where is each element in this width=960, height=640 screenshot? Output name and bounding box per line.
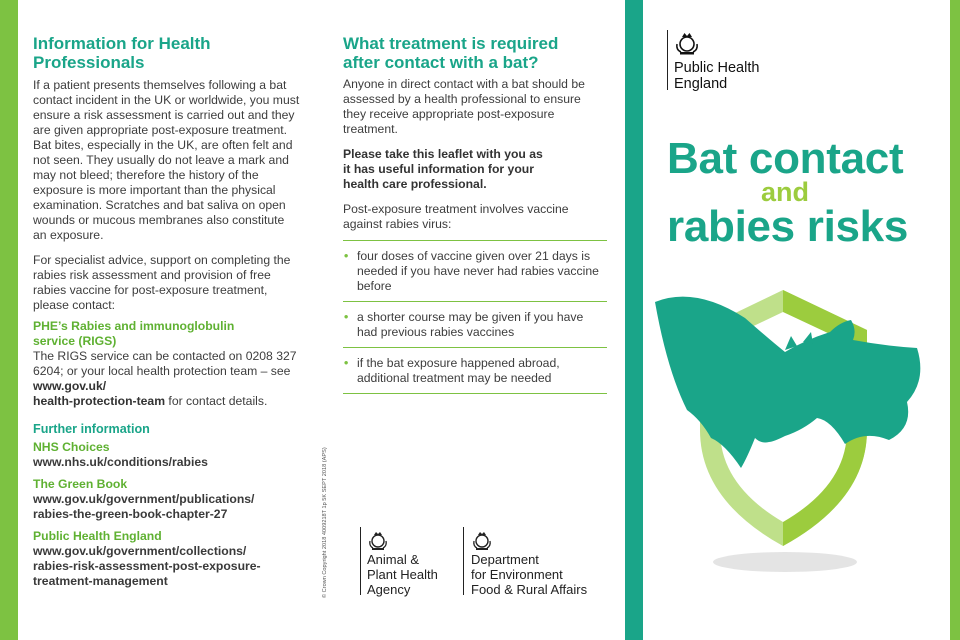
rigs-paragraph: The RIGS service can be contacted on 0208 327 6204; or your local health protection team – see www.gov.uk/ health-protection-team for contact details. <box>33 349 297 408</box>
shadow <box>713 552 857 572</box>
apha-logo-text: Animal & Plant Health Agency <box>367 552 438 597</box>
phe-logo-text: Public Health England <box>674 60 760 92</box>
cover-title-and: and <box>761 177 810 207</box>
resource-link[interactable]: www.nhs.uk/conditions/rabies <box>33 455 208 469</box>
treatment-panel <box>343 34 609 394</box>
panel-heading: What treatment is required after contact with a bat? <box>343 34 559 72</box>
royal-crest-icon <box>471 529 493 551</box>
rigs-heading: PHE’s Rabies and immunoglobulin service (RIGS) <box>33 319 235 348</box>
logo-divider <box>463 527 464 595</box>
panel-heading: Information for Health Professionals <box>33 34 211 72</box>
bullet-icon: • <box>344 310 349 324</box>
resource-title: NHS Choices <box>33 440 110 454</box>
logo-divider <box>360 527 361 595</box>
list-item: • four doses of vaccine given over 21 days is needed if you have never had rabies vaccine before <box>343 241 607 302</box>
leaflet-note: Please take this leaflet with you as it has useful information for your health care professional. <box>343 147 543 191</box>
resource-phe <box>33 529 301 589</box>
assessment-paragraph: Anyone in direct contact with a bat should be assessed by a health professional to ensure they receive appropriate post-exposure treatment. <box>343 77 585 136</box>
bat-shield-illustration <box>645 280 935 590</box>
further-information-heading: Further information <box>33 422 150 436</box>
intro-paragraph: If a patient presents themselves following a bat contact incident in the UK or worldwide, you must ensure a risk assessment is carried out and they are given appropriate post-exposure treatment. Bat bites, especially in the UK, are often felt and not seen. They usually do not leave a mark and may not bleed; therefore the history of the exposure is more important than the physical examination. Scratches and bat saliva on open wounds or mucous membranes also constitute an exposure. <box>33 78 300 242</box>
rigs-link[interactable]: www.gov.uk/ health-protection-team <box>33 379 166 408</box>
treatment-list <box>343 240 607 394</box>
list-item: • a shorter course may be given if you have had previous rabies vaccines <box>343 302 607 348</box>
defra-logo-text: Department for Environment Food & Rural Affairs <box>471 552 588 597</box>
left-green-stripe <box>0 0 18 640</box>
advice-paragraph: For specialist advice, support on completing the rabies risk assessment and provision of free rabies vaccine for post-exposure treatment, please contact: <box>33 253 291 312</box>
fold-teal-stripe <box>625 0 643 640</box>
cover-title-line-1: Bat contact <box>667 134 904 183</box>
right-green-stripe <box>950 0 960 640</box>
list-item: • if the bat exposure happened abroad, additional treatment may be needed <box>343 348 607 394</box>
resource-green-book <box>33 477 301 522</box>
resource-nhs <box>33 440 301 470</box>
royal-crest-icon <box>367 529 389 551</box>
resource-title: The Green Book <box>33 477 128 491</box>
logo-divider <box>667 30 668 90</box>
bullet-icon: • <box>344 356 349 370</box>
resource-link[interactable]: www.gov.uk/government/collections/ rabies-risk-assessment-post-exposure- treatment-management <box>33 544 261 588</box>
vaccine-intro: Post-exposure treatment involves vaccine against rabies virus: <box>343 202 569 231</box>
health-professionals-panel <box>33 34 301 596</box>
royal-crest-icon <box>674 30 700 56</box>
resource-title: Public Health England <box>33 529 162 543</box>
bullet-icon: • <box>344 249 349 263</box>
resource-link[interactable]: www.gov.uk/government/publications/ rabies-the-green-book-chapter-27 <box>33 492 255 521</box>
copyright-notice: © Crown Copyright 2018 4009218T 1p 5K SEPT 2018 (APS) <box>322 447 328 598</box>
cover-title-line-2: rabies risks <box>667 202 909 251</box>
